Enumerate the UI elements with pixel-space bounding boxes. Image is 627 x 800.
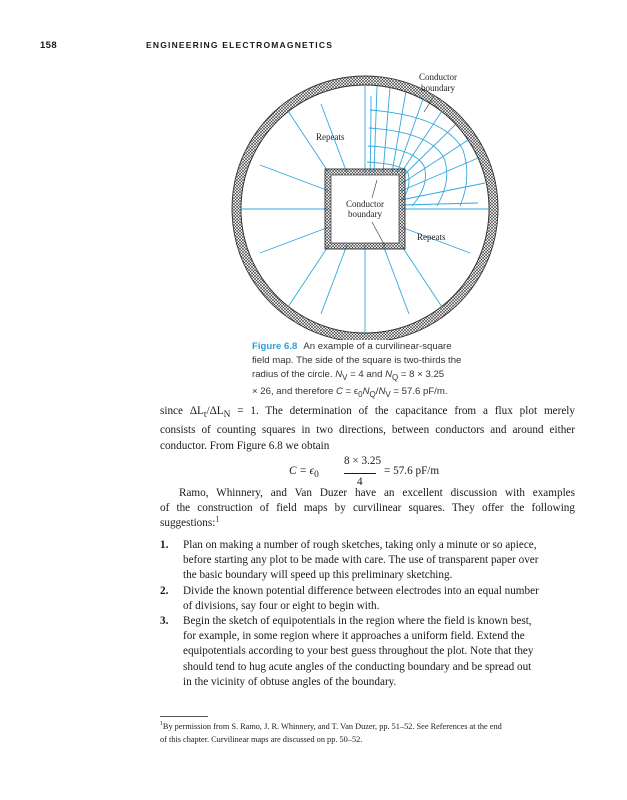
footnote-rule <box>160 716 208 717</box>
footnote-line-2: of this chapter. Curvilinear maps are discussed on pp. 50–52. <box>160 734 363 744</box>
inner-conductor-label-2: boundary <box>348 209 382 219</box>
repeats-label-right: Repeats <box>417 232 446 242</box>
list-item: 2. Divide the known potential difference between electrodes into an equal number of divisions, say four or eight to begin with. <box>160 584 539 612</box>
inner-conductor-label-1: Conductor <box>346 199 384 209</box>
page-number: 158 <box>40 40 58 51</box>
suggestions-list <box>160 538 575 690</box>
equation-lhs: $C = \epsilon_0$ <box>289 465 319 481</box>
caption-line-1: An example of a curvilinear-square <box>303 341 452 352</box>
list-item: 1. Plan on making a number of rough sketches, taking only a minute or so apiece, before starting any plot to be made with care. The use of transparent paper over the basic boundary will speed up this preliminary sketching. <box>160 539 539 582</box>
p2-line-1: Ramo, Whinnery, and Van Duzer have an excellent discussion with examples <box>179 487 575 499</box>
p2-line-3: suggestions:$^1$ <box>160 514 220 530</box>
p1-line-3: conductor. From Figure 6.8 we obtain <box>160 439 330 452</box>
p1-line-2: consists of counting squares in two directions, between conductors and around either <box>160 424 575 437</box>
paragraph-capacitance <box>160 404 575 454</box>
outer-conductor-label-2: boundary <box>421 83 455 93</box>
figure-label: Figure 6.8 <box>252 341 298 352</box>
footnote-line-1: $^1$By permission from S. Ramo, J. R. Whinnery, and T. Van Duzer, pp. 51–52. See References at the end <box>160 721 502 731</box>
figure-caption <box>252 340 492 402</box>
equation-numerator: 8 × 3.25 <box>344 455 382 467</box>
figure-6-8-field-map <box>0 0 627 340</box>
footnote <box>160 721 580 746</box>
caption-line-3: radius of the circle. $N_V = 4$ and $N_Q = 8 \times 3.25$ <box>252 369 445 382</box>
caption-line-2: field map. The side of the square is two-thirds the <box>252 355 462 366</box>
p2-line-2: of the construction of field maps by curvilinear squares. They offer the following <box>160 502 575 515</box>
outer-conductor-label-1: Conductor <box>419 72 457 82</box>
fraction-bar <box>344 473 376 474</box>
footnote-marker: 1 <box>215 514 220 524</box>
list-item: 3. Begin the sketch of equipotentials in the region where the field is known best, for example, in some region where it approaches a uniform field. Extend the equipotentials according to your best guess throughout the plot. Note that they should tend to hug acute angles of the conducting boundary and be spread out in the vicinity of obtuse angles of the boundary. <box>160 615 534 688</box>
p1-line-1: since $\Delta L_t/\Delta L_N = 1$. The determination of the capacitance from a flux plot merely <box>160 405 575 421</box>
repeats-label-top: Repeats <box>316 132 345 142</box>
paragraph-ramo <box>160 486 575 532</box>
caption-line-4: × 26, and therefore $C = \epsilon_0N_Q/N_V = 57.6$ pF/m. <box>252 385 448 399</box>
running-title: ENGINEERING ELECTROMAGNETICS <box>146 40 334 50</box>
equation-rhs: = 57.6 pF/m <box>384 465 440 477</box>
equation-denominator: 4 <box>357 476 363 488</box>
